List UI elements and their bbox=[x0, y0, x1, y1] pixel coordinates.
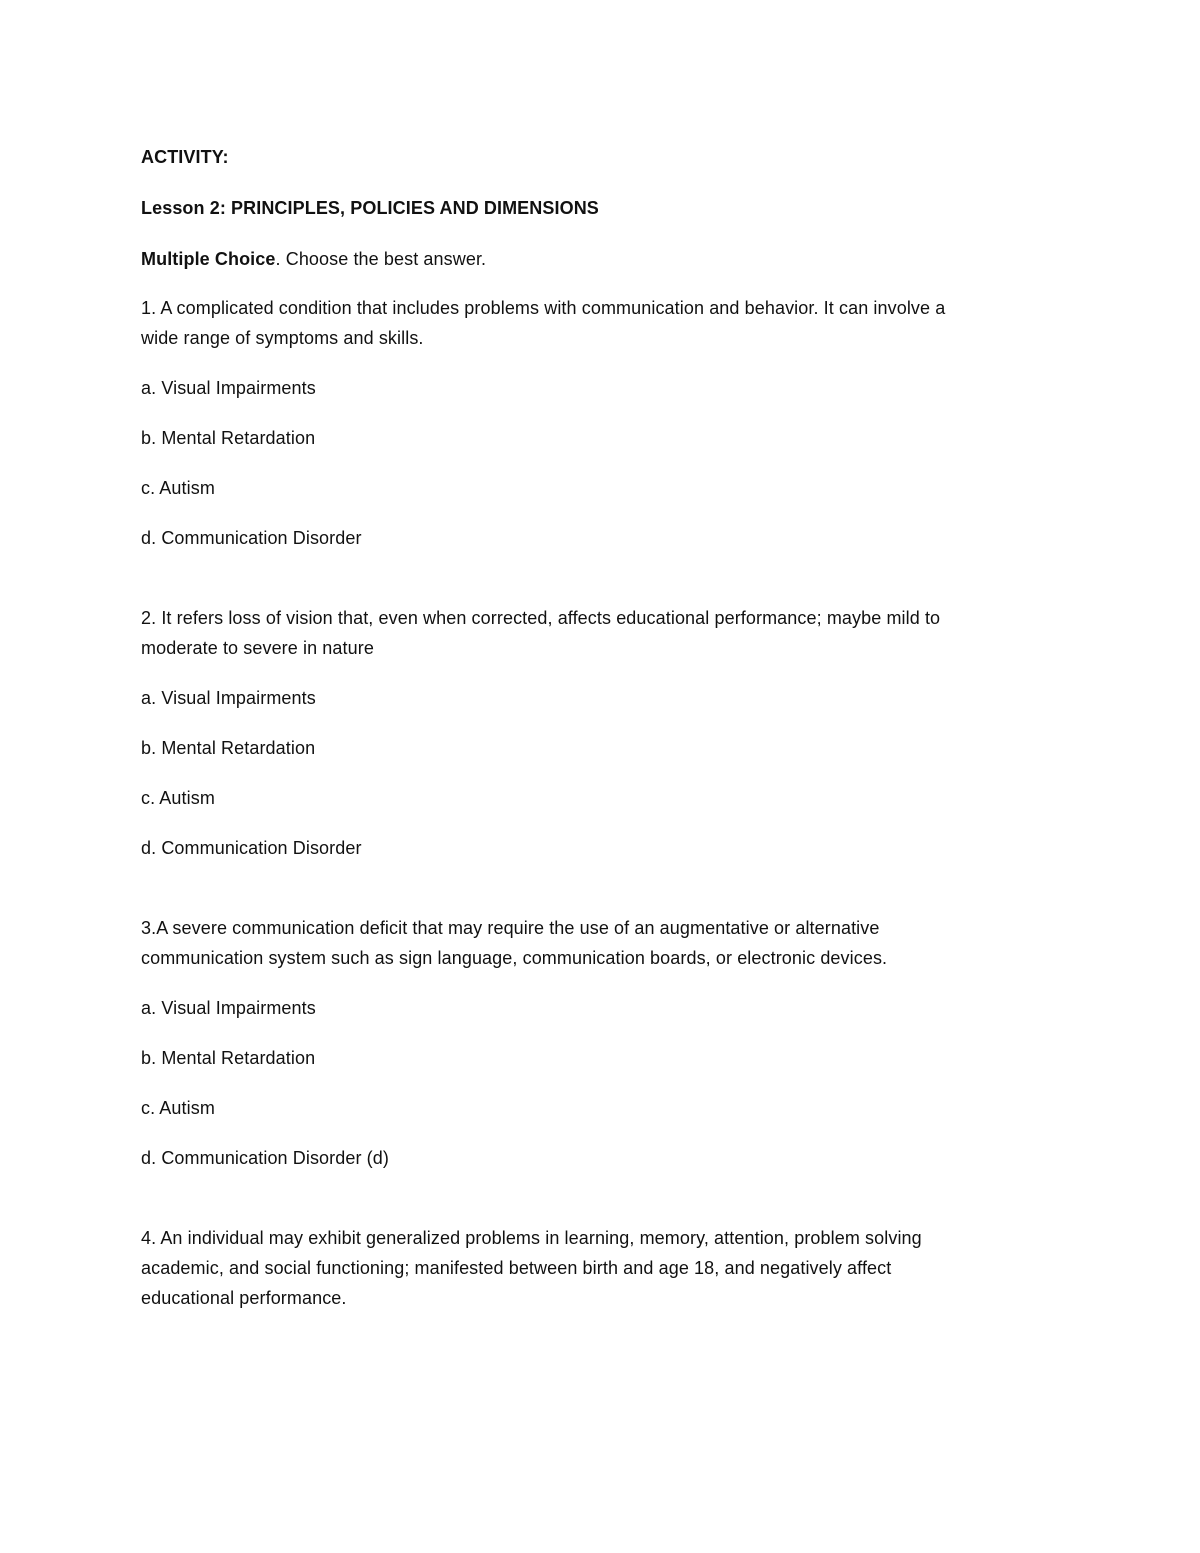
question-3-text bbox=[141, 913, 1041, 973]
question-4-line-1: 4. An individual may exhibit generalized problems in learning, memory, attention, problem solving bbox=[141, 1228, 922, 1248]
question-3-option-b: b. Mental Retardation bbox=[141, 1048, 316, 1068]
lesson-title: Lesson 2: PRINCIPLES, POLICIES AND DIMENSIONS bbox=[141, 198, 599, 218]
question-2-option-b: b. Mental Retardation bbox=[141, 738, 316, 758]
question-3 bbox=[141, 913, 1041, 1173]
instructions bbox=[141, 244, 1041, 274]
question-4-text bbox=[141, 1223, 1041, 1313]
question-2-option-d: d. Communication Disorder bbox=[141, 838, 362, 858]
question-2-line-1: 2. It refers loss of vision that, even when corrected, affects educational performance; maybe mild to bbox=[141, 608, 941, 628]
question-3-line-2: communication system such as sign language, communication boards, or electronic devices. bbox=[141, 948, 888, 968]
question-1 bbox=[141, 293, 1041, 553]
document-page bbox=[141, 142, 1041, 1333]
question-3-option-c: c. Autism bbox=[141, 1098, 215, 1118]
question-2-option-c: c. Autism bbox=[141, 788, 215, 808]
question-1-text bbox=[141, 293, 1041, 353]
question-3-option-a: a. Visual Impairments bbox=[141, 998, 316, 1018]
question-1-option-b: b. Mental Retardation bbox=[141, 428, 316, 448]
question-1-line-1: 1. A complicated condition that includes problems with communication and behavior. It can involve a bbox=[141, 298, 946, 318]
question-4-line-3: educational performance. bbox=[141, 1288, 347, 1308]
question-1-line-2: wide range of symptoms and skills. bbox=[141, 328, 424, 348]
question-4 bbox=[141, 1223, 1041, 1313]
question-3-option-d: d. Communication Disorder (d) bbox=[141, 1148, 389, 1168]
question-1-option-c: c. Autism bbox=[141, 478, 215, 498]
instructions-text: . Choose the best answer. bbox=[275, 249, 487, 269]
question-4-line-2: academic, and social functioning; manifested between birth and age 18, and negatively affect bbox=[141, 1258, 892, 1278]
question-1-option-d: d. Communication Disorder bbox=[141, 528, 362, 548]
instructions-label: Multiple Choice bbox=[141, 249, 276, 269]
question-2-line-2: moderate to severe in nature bbox=[141, 638, 374, 658]
question-2-text bbox=[141, 603, 1041, 663]
question-1-option-a: a. Visual Impairments bbox=[141, 378, 316, 398]
activity-title: ACTIVITY: bbox=[141, 147, 229, 167]
question-2 bbox=[141, 603, 1041, 863]
question-3-line-1: 3.A severe communication deficit that may require the use of an augmentative or alternative bbox=[141, 918, 880, 938]
question-2-option-a: a. Visual Impairments bbox=[141, 688, 316, 708]
